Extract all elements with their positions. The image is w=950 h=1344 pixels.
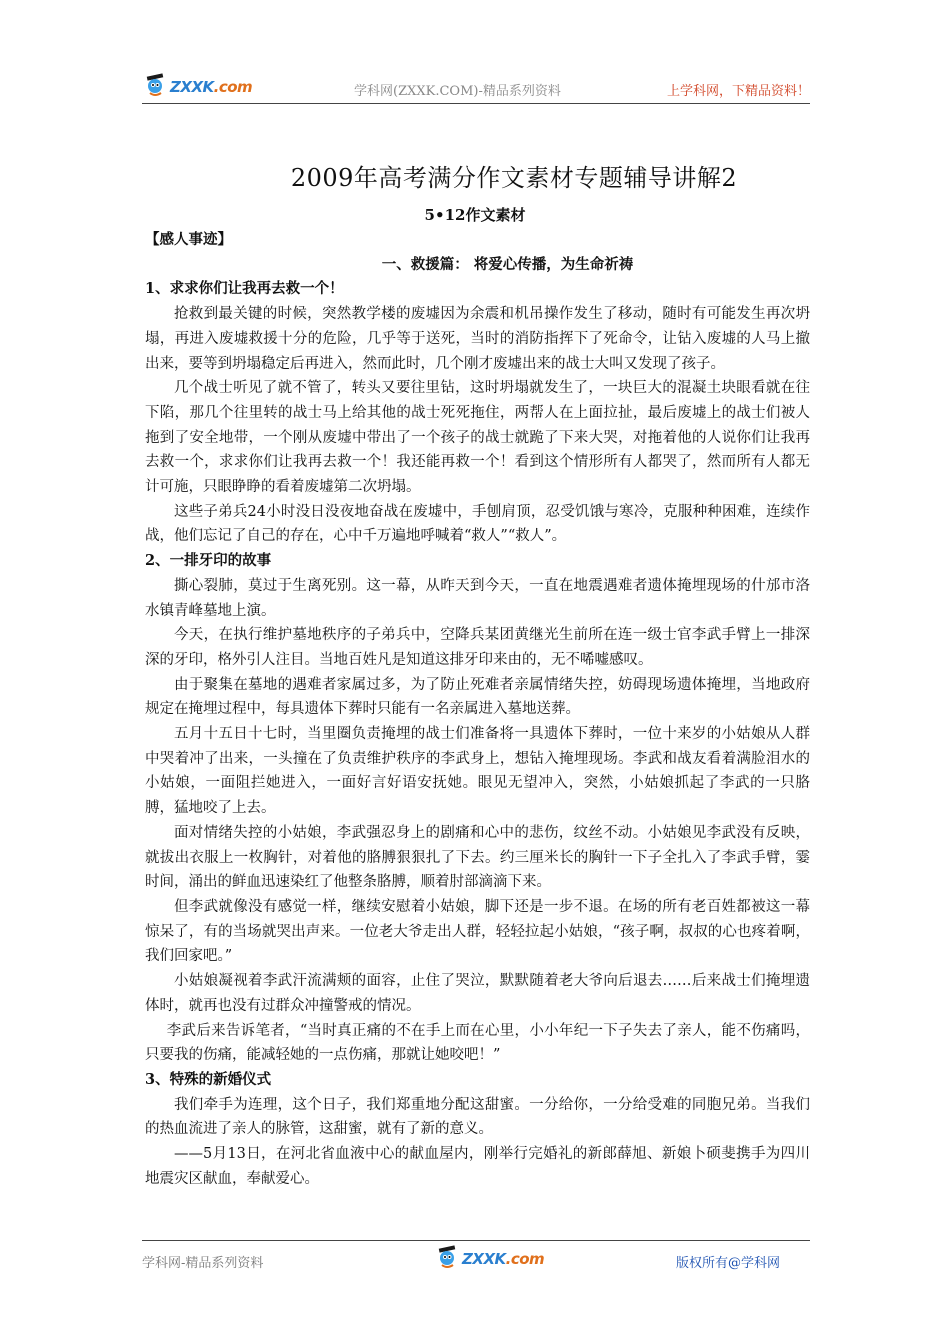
paragraph: 今天，在执行维护墓地秩序的子弟兵中，空降兵某团黄继光生前所在连一级士官李武手臂上一排深深的牙印，格外引人注目。当地百姓凡是知道这排牙印来由的，无不唏嘘感叹。 bbox=[145, 627, 810, 668]
paragraph: 李武后来告诉笔者，“当时真正痛的不在手上而在心里，小小年纪一下子失去了亲人，能不伤痛吗，只要我的伤痛，能减轻她的一点伤痛，那就让她咬吧！” bbox=[145, 1022, 810, 1064]
header-divider bbox=[142, 103, 810, 104]
logo-text: ZXXK bbox=[462, 1250, 506, 1268]
mascot-icon bbox=[436, 1244, 462, 1270]
footer-logo bbox=[434, 1242, 544, 1272]
page-header bbox=[142, 70, 810, 104]
story-heading: 3、特殊的新婚仪式 bbox=[145, 1070, 272, 1088]
paragraph: ——5月13日，在河北省血液中心的献血屋内，刚举行完婚礼的新郎薛旭、新娘卜硕斐携手为四川地震灾区献血，奉献爱心。 bbox=[145, 1146, 810, 1187]
paragraph: 由于聚集在墓地的遇难者家属过多，为了防止死难者亲属情绪失控，妨碍现场遗体掩埋，当地政府规定在掩埋过程中，每具遗体下葬时只能有一名亲属进入墓地送葬。 bbox=[145, 676, 810, 718]
document-subtitle: 5•12作文素材 bbox=[424, 206, 526, 224]
logo-suffix: .com bbox=[505, 1250, 545, 1268]
header-site-name: 学科网(ZXXK.COM)-精品系列资料 bbox=[354, 84, 561, 99]
story-heading: 1、求求你们让我再去救一个！ bbox=[145, 280, 344, 298]
mascot-icon bbox=[144, 72, 170, 98]
document-body bbox=[145, 228, 810, 1191]
paragraph: 但李武就像没有感觉一样，继续安慰着小姑娘，脚下还是一步不退。在场的所有老百姓都被这一幕惊呆了，有的当场就哭出声来。一位老大爷走出人群，轻轻拉起小姑娘，“孩子啊，叔叔的心也疼着啊，我们回家吧。” bbox=[145, 898, 810, 965]
footer-copyright: 版权所有@学科网 bbox=[675, 1256, 780, 1271]
paragraph: 撕心裂肺，莫过于生离死别。这一幕，从昨天到今天，一直在地震遇难者遗体掩埋现场的什邡市洛水镇青峰墓地上演。 bbox=[145, 577, 810, 619]
paragraph: 这些子弟兵24小时没日没夜地奋战在废墟中，手刨肩顶，忍受饥饿与寒冷，克服种种困难，连续作战，他们忘记了自己的存在，心中千万遍地呼喊着“救人”“救人”。 bbox=[145, 503, 810, 545]
logo-text: ZXXK bbox=[170, 78, 214, 96]
category-label: 【感人事迹】 bbox=[145, 231, 232, 248]
paragraph: 抢救到最关键的时候，突然教学楼的废墟因为余震和机吊操作发生了移动，随时有可能发生再次坍塌，再进入废墟救援十分的危险，几乎等于送死，当时的消防指挥下了死命令，让钻入废墟的人马上撤出来，要等到坍塌稳定后再进入，然而此时，几个刚才废墟出来的战士大叫又发现了孩子。 bbox=[145, 306, 810, 372]
page-footer bbox=[142, 1238, 810, 1278]
paragraph: 几个战士听见了就不管了，转头又要往里钻，这时坍塌就发生了，一块巨大的混凝土块眼看就在往下陷，那几个往里转的战士马上给其他的战士死死拖住，两帮人在上面拉扯，最后废墟上的战士们被人拖到了安全地带，一个刚从废墟中带出了一个孩子的战士就跪了下来大哭，对拖着他的人说你们让我再去救一个，求求你们让我再去救一个！我还能再救一个！看到这个情形所有人都哭了，然而所有人都无计可施，只眼睁睁的看着废墟第二次坍塌。 bbox=[145, 380, 810, 496]
paragraph: 面对情绪失控的小姑娘，李武强忍身上的剧痛和心中的悲伤，纹丝不动。小姑娘见李武没有反映，就拔出衣服上一枚胸针，对着他的胳膊狠狠扎了下去。约三厘米长的胸针一下子全扎入了李武手臂，霎时间，涌出的鲜血迅速染红了他整条胳膊，顺着肘部滴滴下来。 bbox=[145, 824, 810, 891]
header-slogan: 上学科网，下精品资料！ bbox=[666, 84, 810, 99]
document-title: 2009年高考满分作文素材专题辅导讲解2 bbox=[290, 164, 738, 192]
section-heading: 一、救援篇： 将爱心传播，为生命祈祷 bbox=[381, 255, 634, 273]
paragraph: 小姑娘凝视着李武汗流满颊的面容，止住了哭泣，默默随着老大爷向后退去……后来战士们掩埋遗体时，就再也没有过群众冲撞警戒的情况。 bbox=[145, 973, 810, 1014]
logo-suffix: .com bbox=[213, 78, 253, 96]
paragraph: 五月十五日十七时，当里圈负责掩埋的战士们准备将一具遗体下葬时，一位十来岁的小姑娘从人群中哭着冲了出来，一头撞在了负责维护秩序的李武身上，想钻入掩埋现场。李武和战友看着满脸泪水的小姑娘，一面阻拦她进入，一面好言好语安抚她。眼见无望冲入，突然，小姑娘抓起了李武的一只胳膊，猛地咬了上去。 bbox=[145, 726, 810, 817]
site-logo bbox=[142, 70, 252, 100]
story-heading: 2、一排牙印的故事 bbox=[145, 552, 272, 570]
paragraph: 我们牵手为连理，这个日子，我们郑重地分配这甜蜜。一分给你，一分给受难的同胞兄弟。当我们的热血流进了亲人的脉管，这甜蜜，就有了新的意义。 bbox=[145, 1096, 810, 1138]
footer-left-text: 学科网-精品系列资料 bbox=[142, 1256, 264, 1271]
